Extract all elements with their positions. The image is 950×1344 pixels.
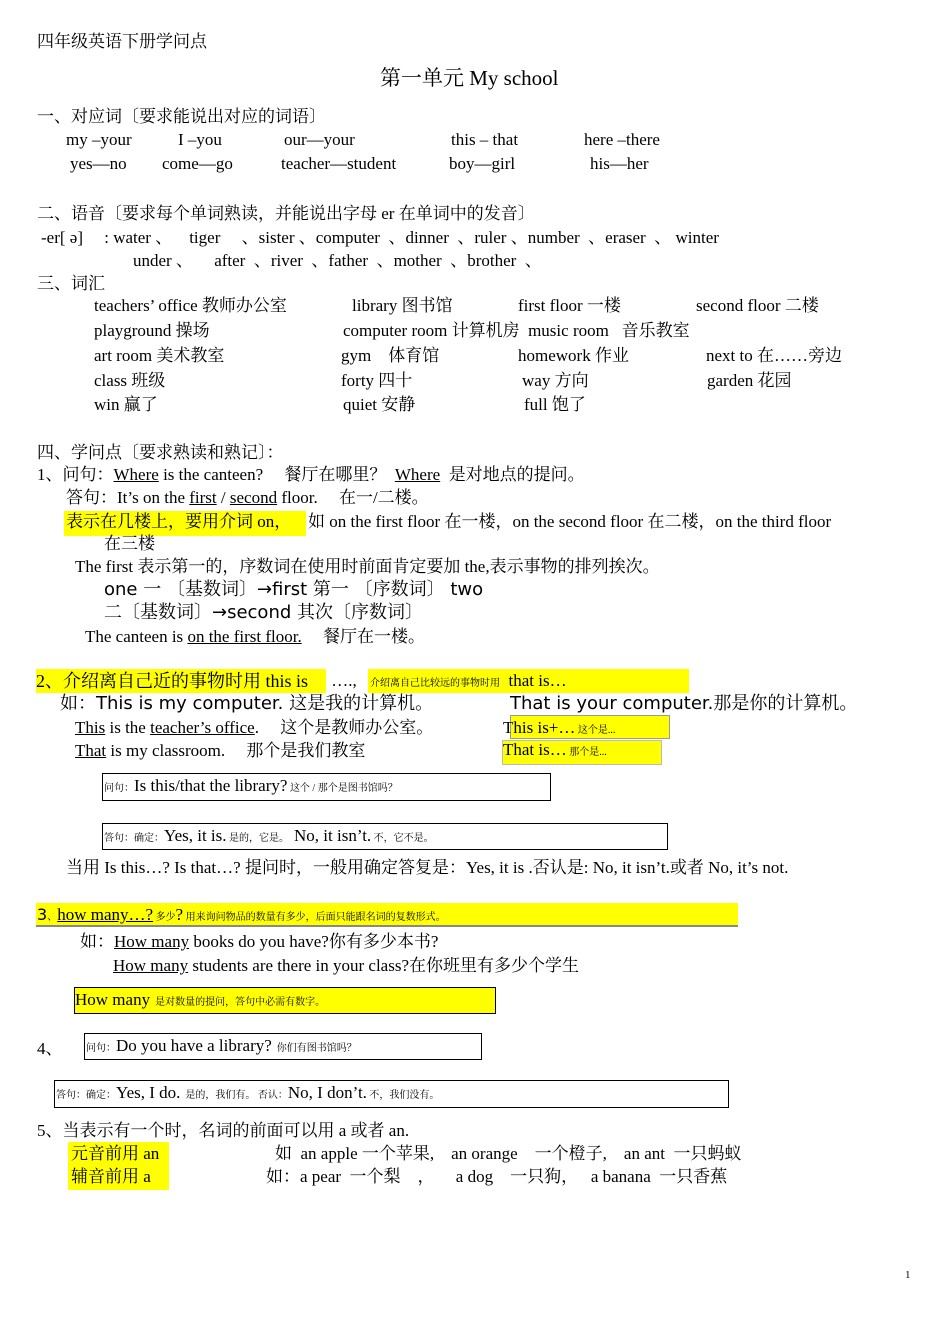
word-pair: our—your [284,130,355,149]
vocab-item: full 饱了 [524,395,586,414]
computer-example: 如：This is my computer. 这是我的计算机。 [60,693,434,714]
word-pair: this – that [451,130,519,149]
page-number: 1 [905,1269,911,1281]
document-header: 四年级英语下册学问点 [37,32,207,51]
point-4-number: 4、 [37,1039,63,1058]
how-many-note: How many 是对数量的提问，答句中必需有数字。 [75,990,326,1009]
vowel-rule: 元音前用 an [71,1144,160,1163]
point-2-that: 介绍离自己比较远的事物时用 that is… [370,671,567,690]
point-2-dots: …., [327,671,366,690]
a-example: 如：a pear 一个梨 ， a dog 一只狗， a banana 一只香蕉 [266,1167,728,1186]
page-title: 第一单元 My school [380,66,559,90]
vocab-item: library 图书馆 [352,296,453,315]
section-1-heading: 一、对应词〔要求能说出对应的词语〕 [37,107,326,126]
vocab-item: second floor 二楼 [696,296,819,315]
vocab-item: gym 体育馆 [341,346,440,365]
word-pair: his—her [590,154,649,173]
that-example: That is my classroom. 那个是我们教室 [75,741,366,760]
question-text: 问句：Is this/that the library? 这个 / 那个是图书馆吗？ [104,776,398,795]
this-example: This is the teacher’s office. 这个是教师办公室。 [75,718,434,737]
word-pair: come—go [162,154,233,173]
answer-text: 答句：确定：Yes, it is. 是的，它是。 No, it isn’t. 不，它不是。 [104,826,434,845]
word-pair: my –your [66,130,132,149]
word-pair: boy—girl [449,154,516,173]
vocab-item: class 班级 [94,371,166,390]
point-1-question: 1、问句：Where is the canteen? 餐厅在哪里？ Where 是对地点的提问。 [37,465,585,484]
vocab-item: homework 作业 [518,346,629,365]
section-2-heading: 二、语音〔要求每个单词熟读，并能说出字母 er 在单词中的发音〕 [37,204,535,223]
vocab-item: forty 四十 [341,371,413,390]
question-text: 问句：Do you have a library? 你们有图书馆吗？ [86,1036,357,1055]
phonics-line: -er[ ə] : water 、 tiger 、sister 、computer 、dinner 、ruler 、number 、eraser 、 winter [41,228,719,247]
floor-example: 在三楼 [104,534,155,553]
how-many-example: 如：How many books do you have?你有多少本书? [80,932,439,951]
vocab-item: quiet 安静 [343,395,416,414]
number-line: 二〔基数词〕→second 其次〔序数词〕 [104,602,423,623]
how-many-example: How many students are there in your class?在你班里有多少个学生 [113,956,580,975]
an-example: 如 an apple 一个苹果, an orange 一个橙子, an ant 一只蚂蚁 [275,1144,742,1163]
point-3-heading: 3、how many…? 多少? 用来询问物品的数量有多少，后面只能跟名词的复数形式。 [37,905,446,924]
vocab-item: computer room 计算机房 music room 音乐教室 [343,321,690,340]
ordinal-note: The first 表示第一的，序数词在使用时前面肯定要加 the,表示事物的排列挨次。 [75,557,660,576]
this-is-pattern: This is+… 这个是... [503,718,616,737]
point-1-answer: 答句：It’s on the first / second floor. 在一/二楼。 [66,488,429,507]
point-5-heading: 5、当表示有一个时，名词的前面可以用 a 或者 an. [37,1121,410,1140]
section-3-heading: 三、词汇 [37,274,105,293]
highlighted-rule: 表示在几楼上，要用介词 on， [66,512,292,531]
canteen-example: The canteen is on the first floor. 餐厅在一楼。 [85,627,425,646]
vocab-item: way 方向 [522,371,589,390]
consonant-rule: 辅音前用 a [71,1167,151,1186]
that-is-pattern: That is… 那个是... [503,740,607,759]
number-line: one 一 〔基数词〕→first 第一 〔序数词〕 two [104,579,484,600]
section-4-heading: 四、学问点〔要求熟读和熟记〕： [37,443,284,462]
answer-note: 当用 Is this…? Is that…? 提问时，一般用确定答复是：Yes, it is .否认是: No, it isn’t.或者 No, it’s not. [66,858,789,877]
vocab-item: art room 美术教室 [94,346,225,365]
word-pair: here –there [584,130,660,149]
vocab-item: garden 花园 [707,371,792,390]
vocab-item: teachers’ office 教师办公室 [94,296,287,315]
vocab-item: win 赢了 [94,395,158,414]
vocab-item: playground 操场 [94,321,210,340]
answer-text: 答句：确定：Yes, I do. 是的，我们有。 否认：No, I don’t. 不，我们没有。 [56,1083,440,1102]
word-pair: yes—no [70,154,127,173]
word-pair: teacher—student [281,154,397,173]
computer-example: That is your computer.那是你的计算机。 [510,693,858,714]
word-pair: I –you [178,130,222,149]
point-2-heading: 2、介绍离自己近的事物时用 this is [36,671,309,691]
floor-example: 如 on the first floor 在一楼，on the second floor 在二楼，on the third floor [308,512,832,531]
vocab-item: next to 在……旁边 [706,346,842,365]
vocab-item: first floor 一楼 [518,296,621,315]
phonics-line: under 、 after 、river 、father 、mother 、brother 、 [133,251,542,270]
